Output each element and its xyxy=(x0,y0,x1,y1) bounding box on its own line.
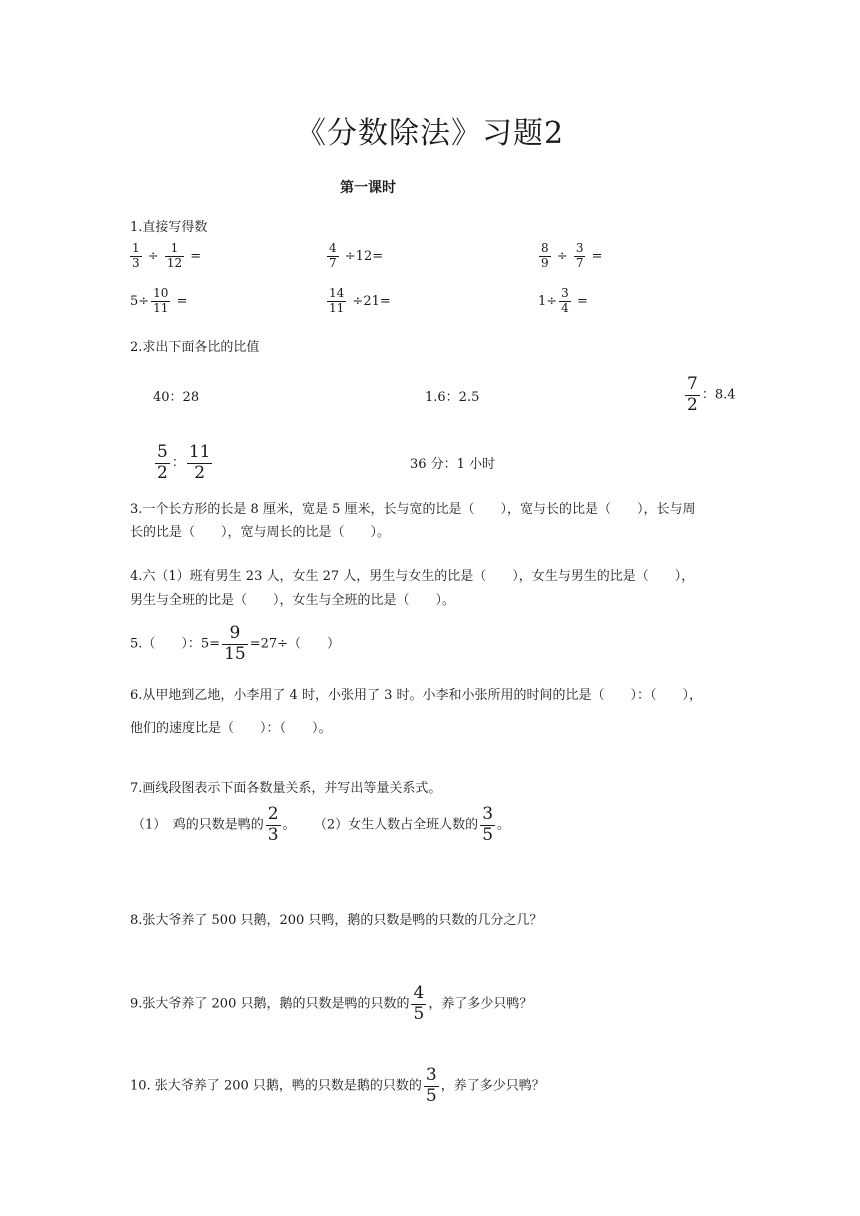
q8: 8.张大爷养了 500 只鹅，200 只鸭，鹅的只数是鸭的只数的几分之几？ xyxy=(130,913,543,928)
q7-heading: 7.画线段图表示下面各数量关系，并写出等量关系式。 xyxy=(130,781,442,796)
fraction: $\frac{3}{7}$ xyxy=(575,241,584,270)
q9: 9.张大爷养了 200 只鹅，鹅的只数是鸭的只数的 $\frac{4}{5}$ ，养了多少只鸭？ xyxy=(130,983,533,1024)
fraction: $\frac{10}{11}$ xyxy=(153,286,169,315)
fraction: $\frac{3}{4}$ xyxy=(561,286,569,315)
q3-line-1: 3.一个长方形的长是 8 厘米，宽是 5 厘米，长与宽的比是（ ），宽与长的比是（ ），长与周 xyxy=(130,502,696,517)
q4-line-2: 男生与全班的比是（ ），女生与全班的比是（ ）。 xyxy=(130,593,456,608)
page-title: 《分数除法》习题2 xyxy=(295,116,565,151)
q5: 5.（ ）：5= $\frac{9}{15}$ =27÷（ ） xyxy=(130,623,341,664)
q7-parts: （1） 鸡的只数是鸭的 $\frac{2}{3}$ 。 （2）女生人数占全班人数的 $\frac{3}{5}$ 。 xyxy=(132,804,511,845)
q2-ratio-5: 36 分：1 小时 xyxy=(410,457,496,472)
fraction: $\frac{7}{2}$ xyxy=(687,374,698,415)
fraction: $\frac{8}{9}$ xyxy=(541,241,549,270)
q2-heading: 2.求出下面各比的比值 xyxy=(130,340,260,355)
q3-line-2: 长的比是（ ），宽与周长的比是（ ）。 xyxy=(130,525,391,540)
fraction: $\frac{4}{5}$ xyxy=(413,983,425,1024)
fraction: $\frac{2}{3}$ xyxy=(267,804,279,845)
fraction: $\frac{9}{15}$ xyxy=(224,623,246,664)
q1-item-6: 1÷ $\frac{3}{4}$ = xyxy=(538,286,588,315)
q2-ratio-4: $\frac{5}{2}$ ： $\frac{11}{2}$ xyxy=(157,442,211,483)
q1-item-2: $\frac{4}{7}$ ÷12= xyxy=(329,241,384,270)
q1-item-5: $\frac{14}{11}$ ÷21= xyxy=(329,286,391,315)
q1-heading: 1.直接写得数 xyxy=(130,220,208,235)
fraction: $\frac{5}{2}$ xyxy=(157,442,168,483)
q2-ratio-3: $\frac{7}{2}$ ：8.4 xyxy=(687,374,736,415)
q6-line-1: 6.从甲地到乙地，小李用了 4 时，小张用了 3 时。小李和小张所用的时间的比是（ ）：（ ）， xyxy=(130,688,702,703)
fraction: $\frac{3}{5}$ xyxy=(482,804,494,845)
fraction: $\frac{4}{7}$ xyxy=(329,241,337,270)
q1-item-1: $\frac{1}{3}$ ÷ $\frac{1}{12}$ = xyxy=(132,241,202,270)
fraction: $\frac{1}{3}$ xyxy=(132,241,140,270)
q10: 10. 张大爷养了 200 只鹅，鸭的只数是鹅的只数的 $\frac{3}{5}$ ，养了多少只鸭？ xyxy=(130,1065,545,1106)
fraction: $\frac{3}{5}$ xyxy=(425,1065,437,1106)
q1-item-3: $\frac{8}{9}$ ÷ $\frac{3}{7}$ = xyxy=(541,241,603,270)
fraction: $\frac{14}{11}$ xyxy=(329,286,345,315)
q2-ratio-1: 40：28 xyxy=(153,390,200,405)
q4-line-1: 4.六（1）班有男生 23 人，女生 27 人，男生与女生的比是（ ），女生与男生的比是（ ）， xyxy=(130,569,695,584)
lesson-subtitle: 第一课时 xyxy=(340,180,396,196)
q2-ratio-2: 1.6：2.5 xyxy=(425,390,480,405)
fraction: $\frac{11}{2}$ xyxy=(188,442,211,483)
fraction: $\frac{1}{12}$ xyxy=(166,241,183,270)
q6-line-2: 他们的速度比是（ ）：（ ）。 xyxy=(130,721,332,736)
q1-item-4: 5÷ $\frac{10}{11}$ = xyxy=(130,286,188,315)
